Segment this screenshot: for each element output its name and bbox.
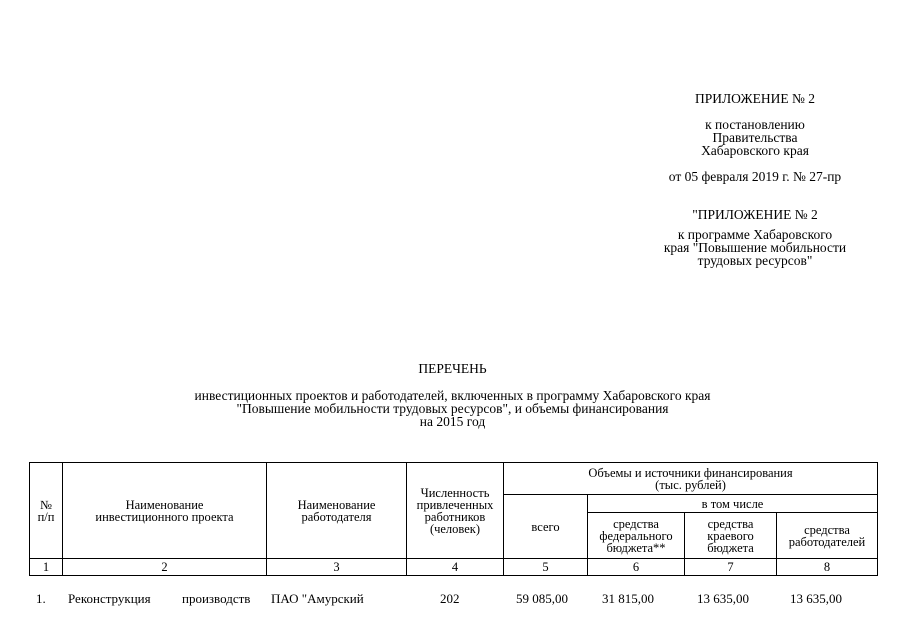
resolution-reference: к постановлению Правительства Хабаровского края (701, 117, 809, 158)
appendix-label: ПРИЛОЖЕНИЕ № 2 (694, 91, 816, 106)
header-financing: Объемы и источники финансирования (тыс. рублей) (504, 463, 878, 495)
column-number: 7 (685, 559, 777, 576)
workers-count: 202 (440, 591, 460, 606)
resolution-date: от 05 февраля 2019 г. № 27-пр (668, 169, 842, 184)
header-employer-name: Наименование работодателя (267, 463, 407, 559)
header-employers-funds: средства работодателей (777, 513, 878, 559)
regional-amount: 13 635,00 (697, 591, 749, 606)
federal-amount: 31 815,00 (602, 591, 654, 606)
document-subtitle: инвестиционных проектов и работодателей, включенных в программу Хабаровского края "Повышение мобильности трудовых ресурсов", и объемы финансирования на 2015 год (194, 388, 711, 429)
project-name-word: Реконструкция (68, 591, 151, 606)
header-federal-budget: средства федерального бюджета** (588, 513, 685, 559)
column-number: 2 (63, 559, 267, 576)
appendix-quoted-label: "ПРИЛОЖЕНИЕ № 2 (692, 207, 818, 222)
column-numbers-row (30, 559, 878, 576)
program-reference: к программе Хабаровского края "Повышение мобильности трудовых ресурсов" (663, 227, 847, 268)
column-number: 4 (407, 559, 504, 576)
header-project-name: Наименование инвестиционного проекта (63, 463, 267, 559)
column-number: 6 (588, 559, 685, 576)
header-total: всего (504, 495, 588, 559)
header-regional-budget: средства краевого бюджета (685, 513, 777, 559)
header-workers-count: Численность привлеченных работников (человек) (407, 463, 504, 559)
column-number: 8 (777, 559, 878, 576)
table-row (0, 591, 905, 607)
project-name-word: производств (182, 591, 251, 606)
investment-projects-table (29, 462, 878, 576)
row-number: 1. (36, 591, 46, 606)
column-number: 1 (30, 559, 63, 576)
header-number: № п/п (30, 463, 63, 559)
column-number: 3 (267, 559, 407, 576)
employer-name: ПАО "Амурский (271, 591, 364, 606)
header-including: в том числе (588, 495, 878, 513)
total-amount: 59 085,00 (516, 591, 568, 606)
employers-amount: 13 635,00 (790, 591, 842, 606)
document-heading: ПЕРЕЧЕНЬ (418, 361, 487, 376)
column-number: 5 (504, 559, 588, 576)
